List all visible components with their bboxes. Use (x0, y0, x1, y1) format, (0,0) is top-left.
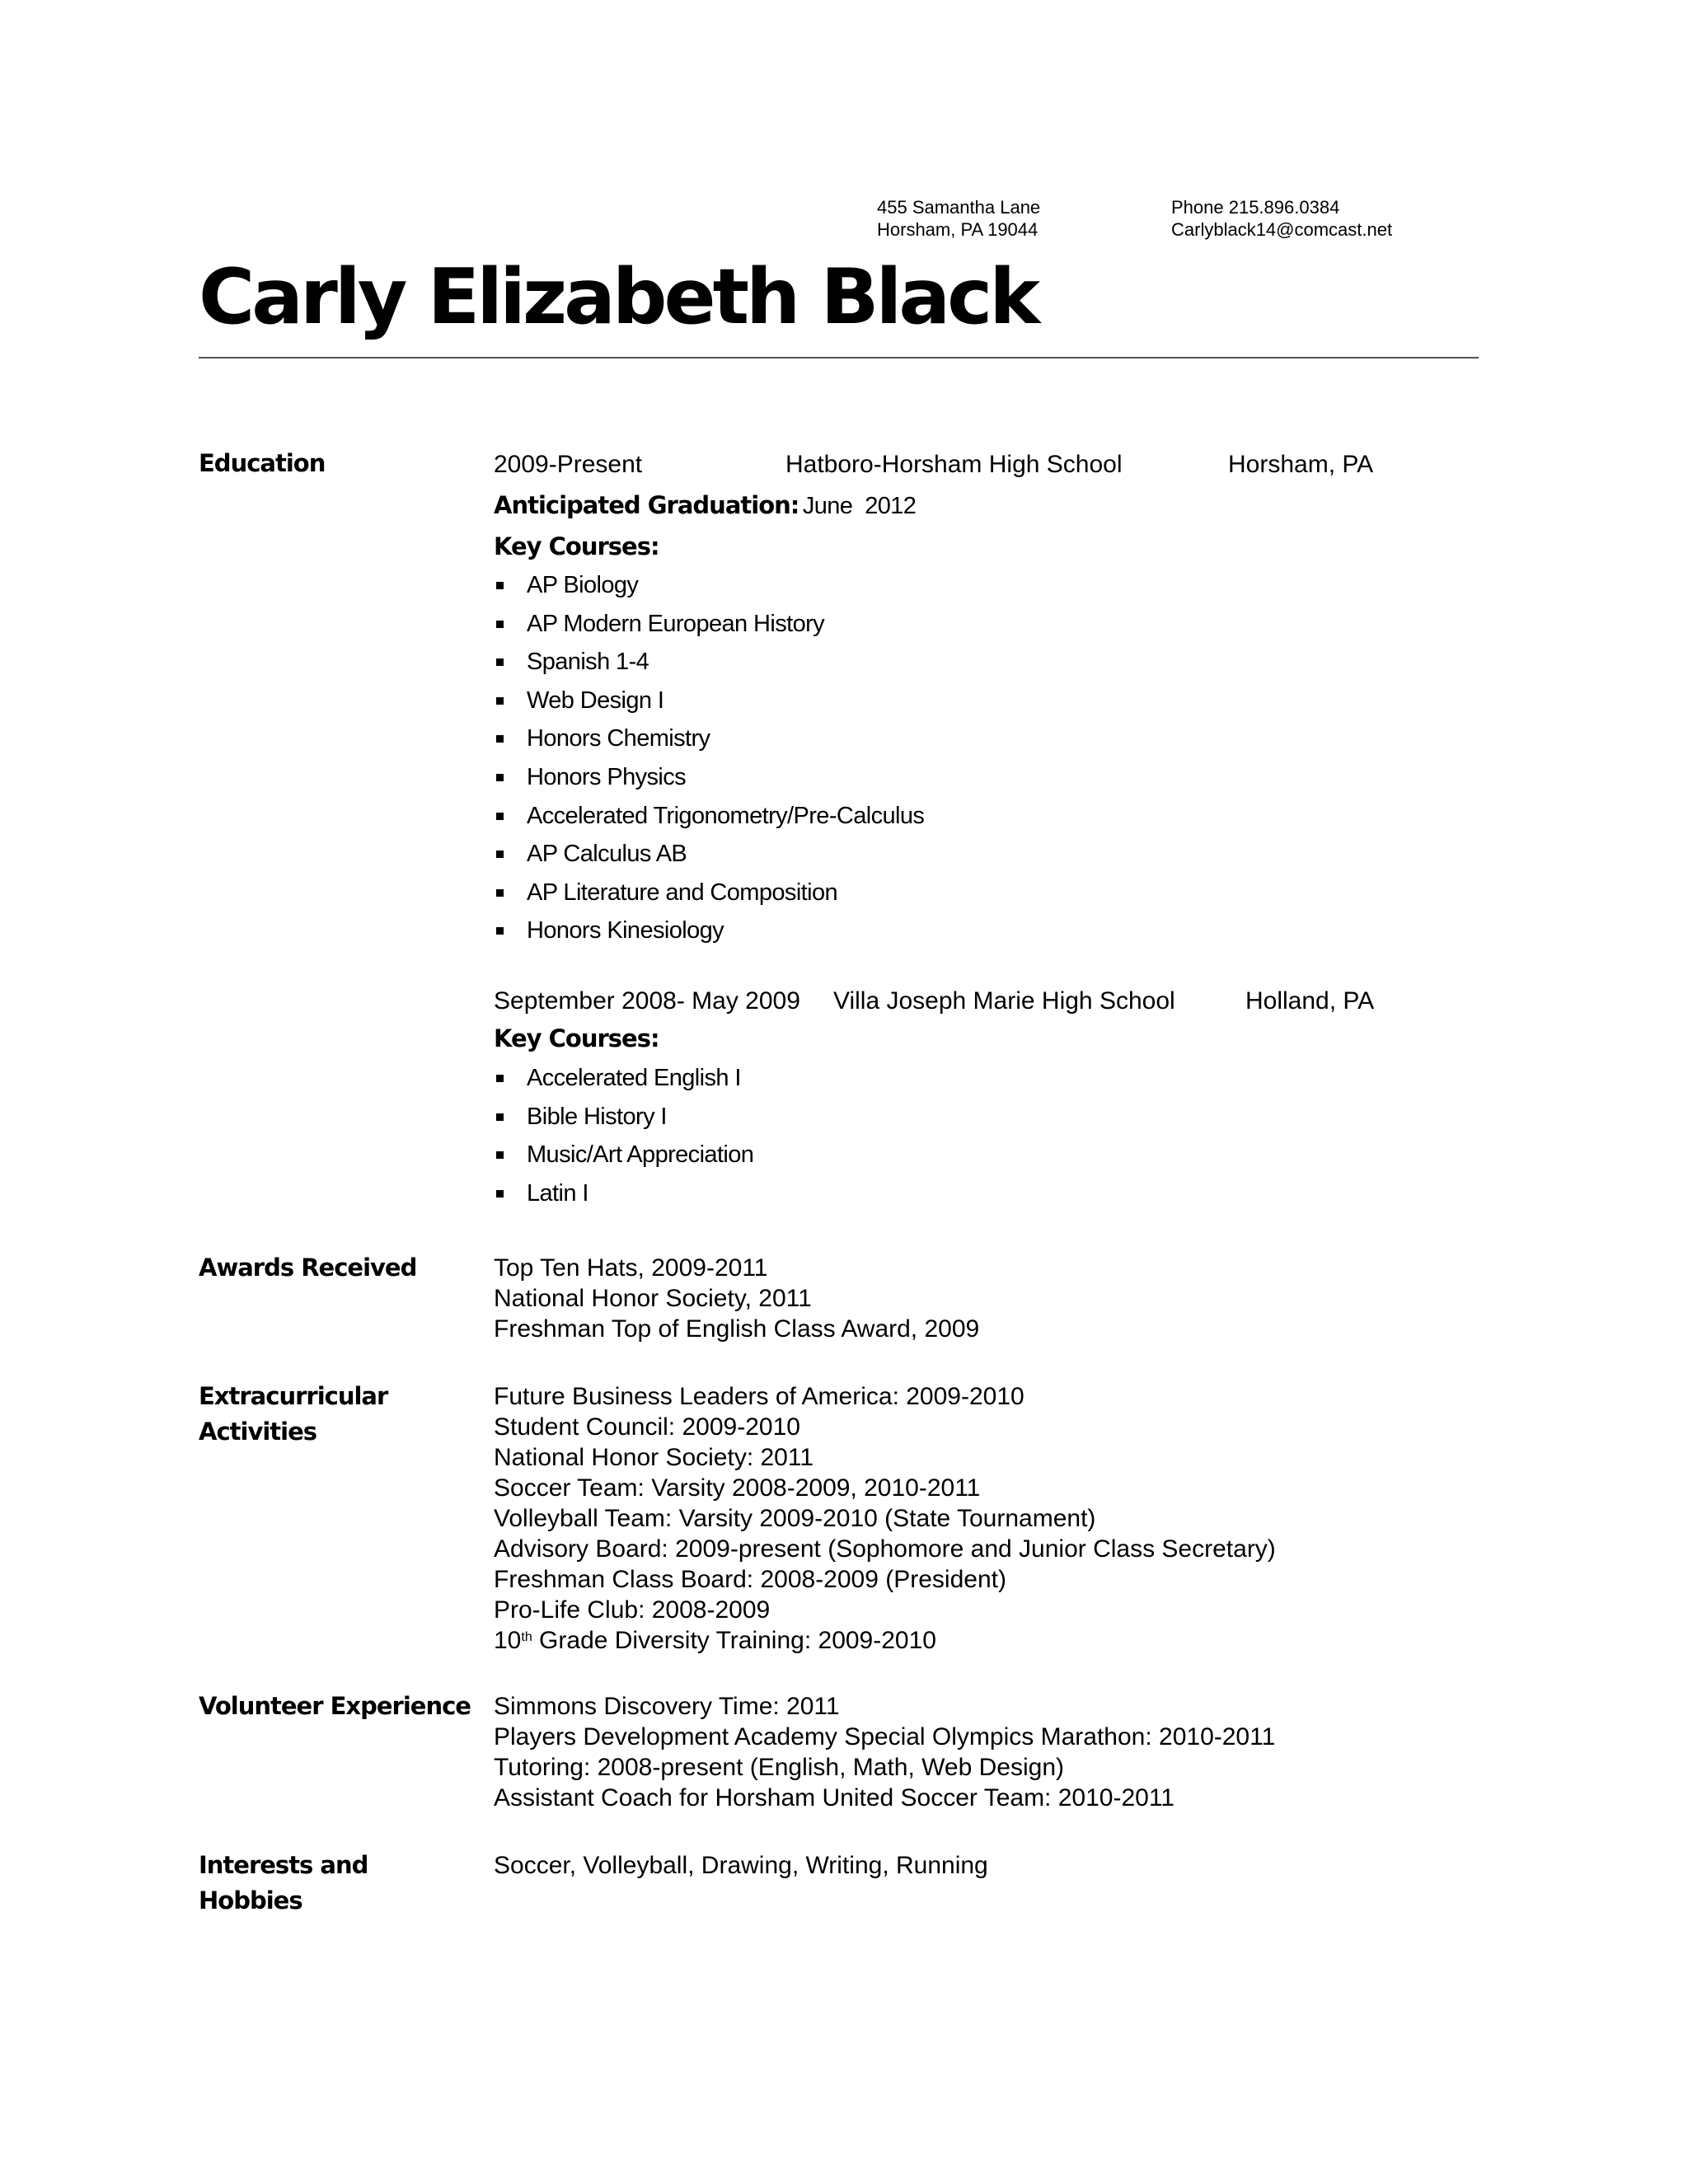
list-item: Pro-Life Club: 2008-2009 (494, 1596, 771, 1624)
list-item: Players Development Academy Special Olympics Marathon: 2010-2011 (494, 1723, 1276, 1750)
list-item: Student Council: 2009-2010 (494, 1413, 800, 1441)
education-heading: Education (199, 449, 326, 477)
bullet-icon (496, 1113, 504, 1121)
list-item: Music/Art Appreciation (494, 1136, 753, 1174)
interests-heading: Interests and Hobbies (199, 1851, 368, 1915)
list-item: Freshman Class Board: 2008-2009 (President) (494, 1566, 1006, 1593)
list-item: Honors Physics (494, 758, 924, 797)
interests-text: Soccer, Volleyball, Drawing, Writing, Running (494, 1852, 988, 1879)
list-item: Bible History I (494, 1098, 753, 1137)
bullet-icon (496, 851, 504, 858)
bullet-icon (496, 1190, 504, 1197)
contact-block (1171, 196, 1392, 241)
list-item: National Honor Society: 2011 (494, 1444, 814, 1471)
header-divider (199, 357, 1479, 359)
bullet-icon (496, 621, 504, 628)
bullet-icon (496, 1151, 504, 1159)
list-item: Tutoring: 2008-present (English, Math, Web Design) (494, 1754, 1065, 1781)
volunteer-heading: Volunteer Experience (199, 1692, 471, 1720)
graduation-line (494, 487, 916, 526)
graduation-label: Anticipated Graduation: (494, 491, 799, 519)
list-item: Honors Kinesiology (494, 912, 924, 950)
bullet-icon (496, 735, 504, 743)
list-item: 10th Grade Diversity Training: 2009-2010 (494, 1627, 936, 1654)
school1-name: Hatboro-Horsham High School (785, 451, 1123, 478)
school1-location: Horsham, PA (1228, 451, 1374, 478)
bullet-icon (496, 927, 504, 935)
school2-name: Villa Joseph Marie High School (833, 987, 1175, 1015)
awards-list (494, 1253, 979, 1344)
list-item: Latin I (494, 1174, 753, 1213)
list-item: Assistant Coach for Horsham United Soccer Team: 2010-2011 (494, 1784, 1175, 1811)
list-item: Volleyball Team: Varsity 2009-2010 (State Tournament) (494, 1505, 1096, 1532)
list-item: AP Literature and Composition (494, 874, 924, 912)
list-item: Honors Chemistry (494, 719, 924, 758)
school2-course-list (494, 1059, 753, 1212)
list-item: Soccer Team: Varsity 2008-2009, 2010-2011 (494, 1474, 981, 1502)
bullet-icon (496, 1075, 504, 1082)
school2-courses-label: Key Courses: (494, 1024, 659, 1052)
list-item: Spanish 1-4 (494, 643, 924, 682)
list-item: Top Ten Hats, 2009-2011 (494, 1254, 768, 1282)
list-item: Future Business Leaders of America: 2009-2010 (494, 1383, 1025, 1410)
list-item: AP Calculus AB (494, 835, 924, 874)
list-item: Freshman Top of English Class Award, 2009 (494, 1315, 980, 1343)
bullet-icon (496, 658, 504, 666)
phone-number: Phone 215.896.0384 (1171, 197, 1340, 218)
bullet-icon (496, 813, 504, 820)
list-item: Web Design I (494, 682, 924, 720)
graduation-value: June 2012 (802, 493, 917, 519)
awards-heading: Awards Received (199, 1254, 417, 1282)
bullet-icon (496, 889, 504, 897)
school2-dates: September 2008- May 2009 (494, 987, 800, 1015)
list-item: Simmons Discovery Time: 2011 (494, 1693, 840, 1720)
school1-courses-label: Key Courses: (494, 532, 659, 560)
school1-dates: 2009-Present (494, 451, 643, 478)
candidate-name: Carly Elizabeth Black (199, 252, 1038, 341)
list-item: Accelerated Trigonometry/Pre-Calculus (494, 797, 924, 836)
bullet-icon (496, 697, 504, 705)
address-block (877, 196, 1040, 241)
list-item: AP Modern European History (494, 605, 924, 644)
list-item: National Honor Society, 2011 (494, 1285, 812, 1312)
list-item: Accelerated English I (494, 1059, 753, 1098)
extracurricular-heading: Extracurricular Activities (199, 1382, 388, 1446)
bullet-icon (496, 582, 504, 589)
extracurricular-list (494, 1381, 1276, 1656)
list-item: Advisory Board: 2009-present (Sophomore and Junior Class Secretary) (494, 1535, 1276, 1563)
address-line2: Horsham, PA 19044 (877, 219, 1039, 240)
school1-course-list (494, 566, 924, 950)
volunteer-list (494, 1691, 1275, 1813)
school2-location: Holland, PA (1245, 987, 1375, 1015)
list-item: AP Biology (494, 566, 924, 605)
bullet-icon (496, 774, 504, 781)
address-line1: 455 Samantha Lane (877, 197, 1041, 218)
email-address: Carlyblack14@comcast.net (1171, 219, 1393, 240)
